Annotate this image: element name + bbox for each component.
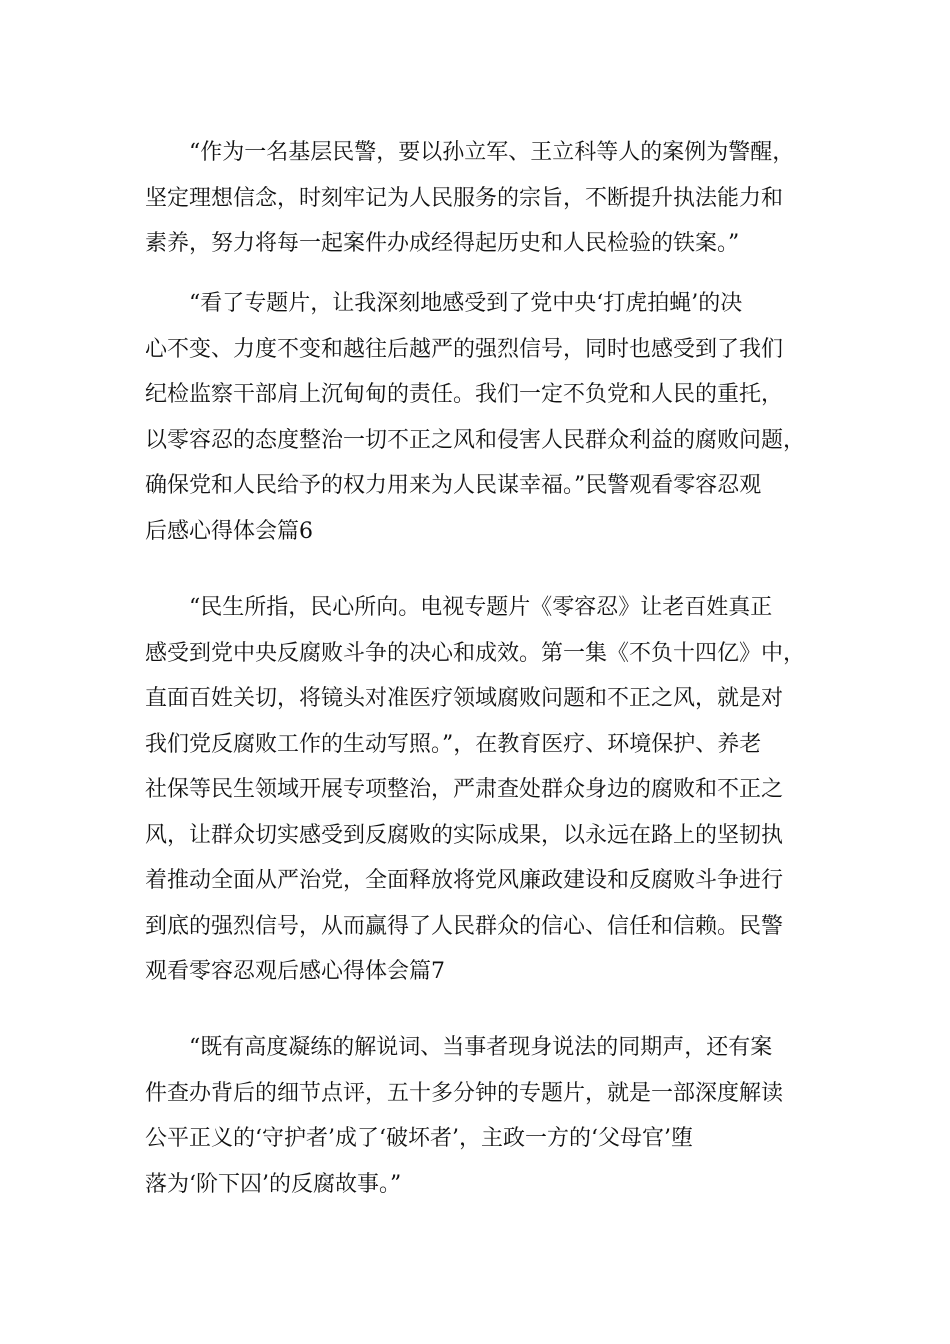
text-line: 纪检监察干部肩上沉甸甸的责任。我们一定不负党和人民的重托， <box>145 382 784 407</box>
text-line: “既有高度凝练的解说词、当事者现身说法的同期声，还有案 <box>189 1035 773 1060</box>
text-line: 感受到党中央反腐败斗争的决心和成效。第一集《不负十四亿》中， <box>145 640 806 666</box>
text-line: 着推动全面从严治党，全面释放将党风廉政建设和反腐败斗争进行 <box>145 868 784 893</box>
paragraph-2 <box>145 281 825 554</box>
text-line: 社保等民生领域开展专项整治，严肃查处群众身边的腐败和不正之 <box>145 777 784 802</box>
text-line: “民生所指，民心所向。电视专题片《零容忍》让老百姓真正 <box>189 595 773 620</box>
text-line: 到底的强烈信号，从而赢得了人民群众的信心、信任和信赖。民警 <box>145 913 784 939</box>
text-line: 确保党和人民给予的权力用来为人民谋幸福。”民警观看零容忍观 <box>145 473 762 498</box>
text-line: 落为‘阶下囚’的反腐故事。” <box>145 1171 402 1197</box>
section-heading-line: 观看零容忍观后感心得体会篇7 <box>145 959 445 984</box>
text-line: 以零容忍的态度整治一切不正之风和侵害人民群众利益的腐败问题， <box>145 427 806 453</box>
text-line: 件查办背后的细节点评，五十多分钟的专题片，就是一部深度解读 <box>145 1080 784 1106</box>
text-line: 素养，努力将每一起案件办成经得起历史和人民检验的铁案。” <box>145 231 740 256</box>
section-heading-line: 后感心得体会篇6 <box>145 518 313 544</box>
paragraph-1 <box>145 130 825 267</box>
text-line: 直面百姓关切，将镜头对准医疗领域腐败问题和不正之风，就是对 <box>145 686 784 711</box>
text-line: 坚定理想信念，时刻牢记为人民服务的宗旨，不断提升执法能力和 <box>145 185 784 211</box>
text-line: “作为一名基层民警，要以孙立军、王立科等人的案例为警醒， <box>189 140 795 165</box>
paragraph-3 <box>145 585 825 995</box>
text-line: 风，让群众切实感受到反腐败的实际成果，以永远在路上的坚韧执 <box>145 822 784 848</box>
text-line: 我们党反腐败工作的生动写照。”，在教育医疗、环境保护、养老 <box>145 731 762 757</box>
text-line: “看了专题片，让我深刻地感受到了党中央‘打虎拍蝇’的决 <box>189 291 743 316</box>
text-line: 公平正义的‘守护者’成了‘破坏者’，主政一方的‘父母官’堕 <box>145 1126 693 1151</box>
text-line: 心不变、力度不变和越往后越严的强烈信号，同时也感受到了我们 <box>145 336 784 362</box>
paragraph-4 <box>145 1025 825 1207</box>
